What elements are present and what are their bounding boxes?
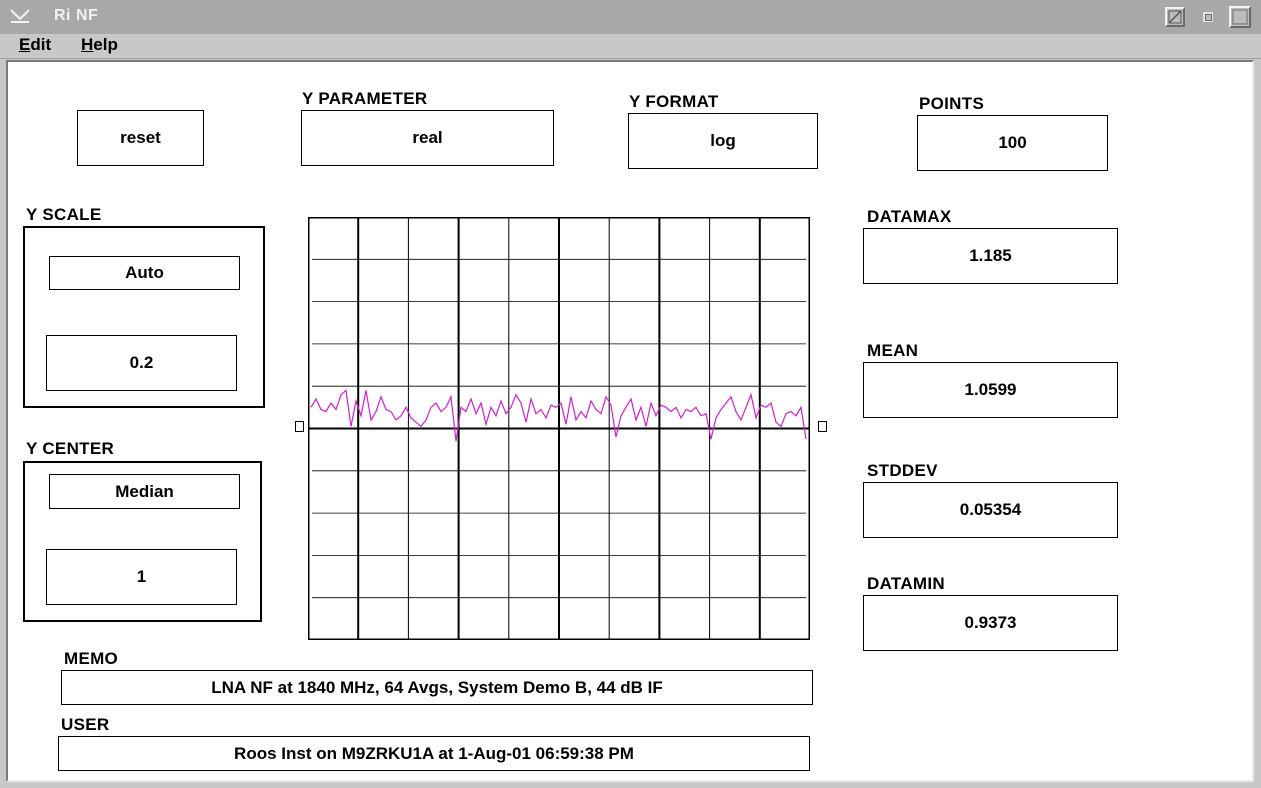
y-scale-value-field[interactable]: 0.2: [46, 335, 237, 391]
minimize-icon: [1198, 7, 1218, 27]
trace-plot[interactable]: [308, 217, 810, 640]
mean-value: 1.0599: [863, 362, 1118, 418]
datamax-label: DATAMAX: [867, 207, 952, 226]
memo-field[interactable]: LNA NF at 1840 MHz, 64 Avgs, System Demo B, 44 dB IF: [61, 670, 813, 705]
datamin-value: 0.9373: [863, 595, 1118, 651]
datamax-value: 1.185: [863, 228, 1118, 284]
maximize-icon: [1231, 8, 1249, 26]
y-center-label: Y CENTER: [26, 439, 115, 458]
title-bar[interactable]: [0, 0, 1261, 34]
plot-grid: [308, 217, 810, 640]
stddev-label: STDDEV: [867, 461, 938, 480]
iconify-button[interactable]: [1165, 7, 1185, 27]
y-scale-mode-button[interactable]: Auto: [49, 256, 240, 290]
window-menu-icon[interactable]: [10, 9, 30, 24]
right-marker-handle[interactable]: [818, 421, 827, 432]
y-center-mode-button[interactable]: Median: [49, 474, 240, 509]
y-format-label: Y FORMAT: [629, 92, 719, 111]
reset-button[interactable]: reset: [77, 110, 204, 166]
y-center-value-field[interactable]: 1: [46, 549, 237, 605]
mean-label: MEAN: [867, 341, 919, 360]
y-parameter-label: Y PARAMETER: [302, 89, 428, 108]
minimize-button[interactable]: [1198, 7, 1218, 27]
user-field: Roos Inst on M9ZRKU1A at 1-Aug-01 06:59:38 PM: [58, 736, 810, 771]
menu-edit[interactable]: Edit: [19, 35, 52, 54]
y-parameter-field[interactable]: real: [301, 110, 554, 166]
stddev-value: 0.05354: [863, 482, 1118, 538]
datamin-label: DATAMIN: [867, 574, 945, 593]
points-field[interactable]: 100: [917, 115, 1108, 171]
menu-help[interactable]: Help: [81, 35, 118, 54]
window-title: Ri NF: [54, 7, 99, 24]
y-scale-label: Y SCALE: [26, 205, 102, 224]
left-marker-handle[interactable]: [295, 421, 304, 432]
memo-label: MEMO: [64, 649, 119, 668]
menu-bar: [0, 34, 1261, 59]
user-label: USER: [61, 715, 110, 734]
iconify-icon: [1167, 9, 1183, 25]
maximize-button[interactable]: [1229, 6, 1251, 28]
y-format-field[interactable]: log: [628, 113, 818, 169]
points-label: POINTS: [919, 94, 985, 113]
